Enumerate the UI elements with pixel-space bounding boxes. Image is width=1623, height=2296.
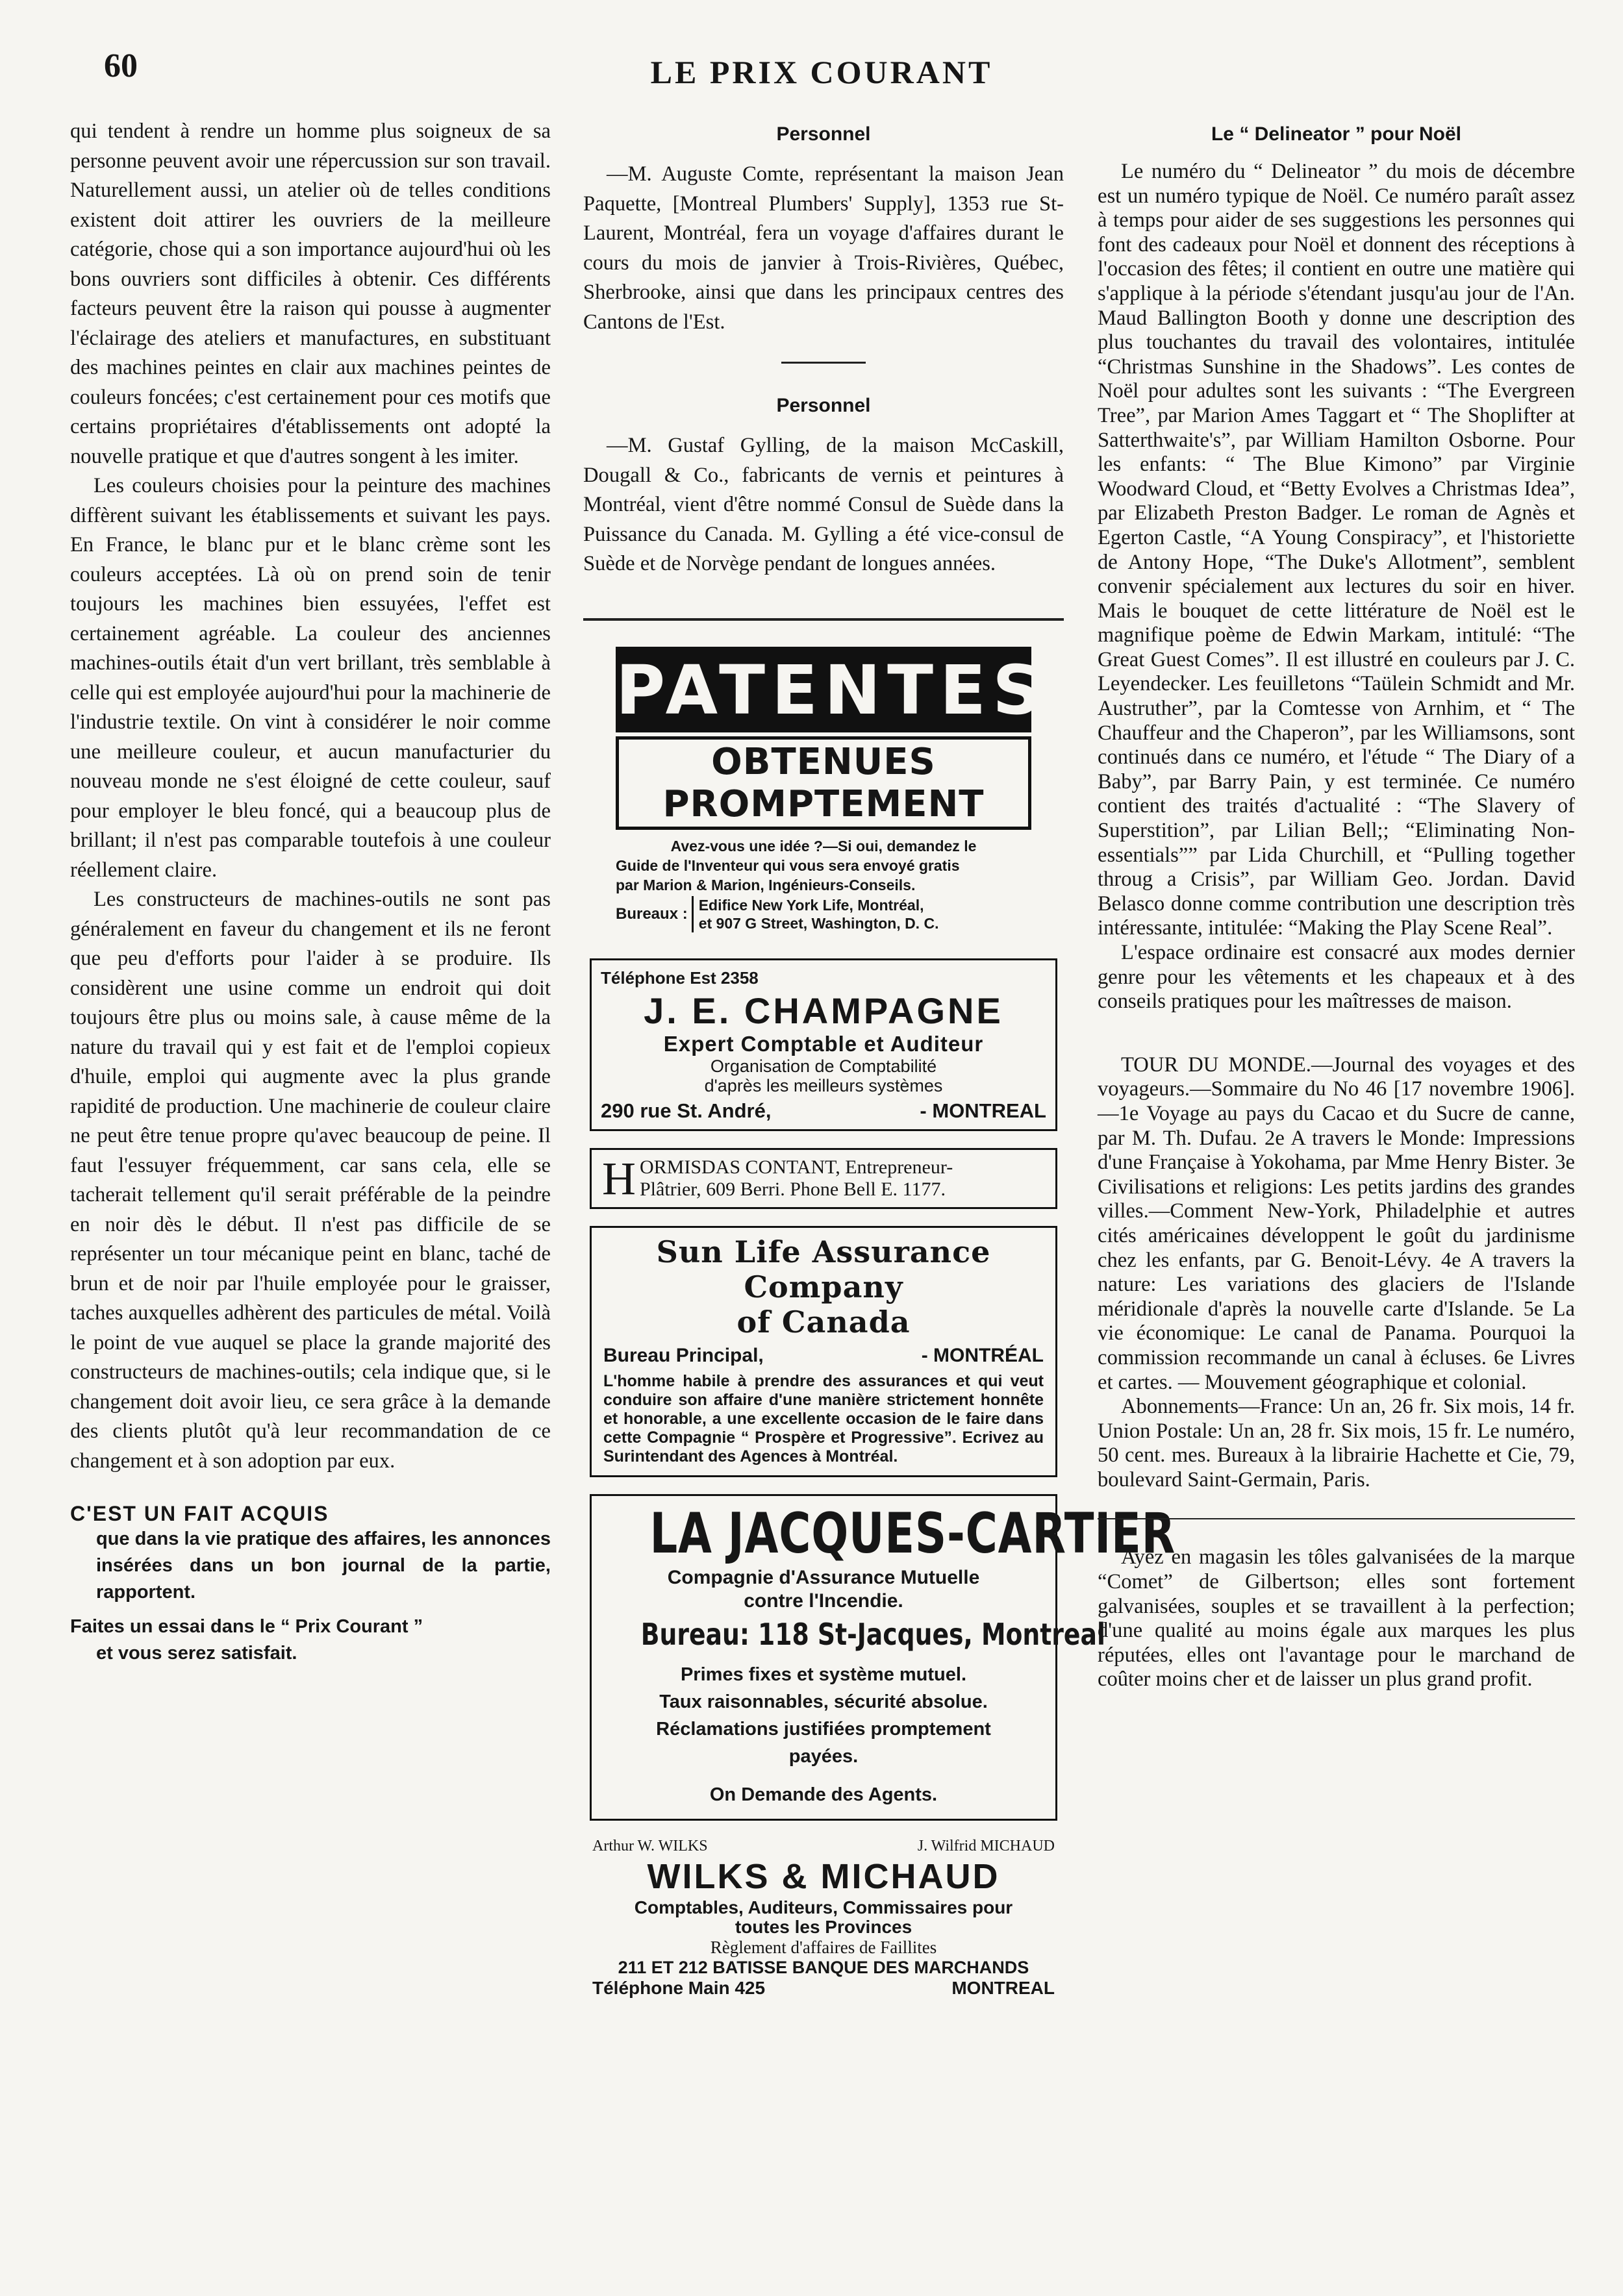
section-title-personnel: Personnel — [776, 123, 871, 145]
jacques-line: Taux raisonnables, sécurité absolue. — [659, 1691, 988, 1712]
hormisdas-initial: H — [602, 1152, 636, 1204]
wilks-partner: Arthur W. WILKS — [592, 1837, 708, 1854]
champagne-org: d'après les meilleurs systèmes — [704, 1075, 943, 1095]
column-right — [1098, 117, 1575, 1692]
ad-jacques-cartier — [590, 1494, 1176, 1821]
champagne-city: - MONTREAL — [920, 1099, 1046, 1122]
ad-hormisdas — [590, 1148, 1057, 1209]
bureaux-address: et 907 G Street, Washington, D. C. — [698, 914, 939, 932]
section-title-personnel: Personnel — [776, 395, 871, 416]
sunlife-name: of Canada — [736, 1304, 911, 1340]
jacques-bureau: Bureau: 118 St-Jacques, Montreal — [640, 1616, 1105, 1652]
ad-wilks-michaud — [583, 1838, 1064, 1999]
patentes-bureaux — [616, 896, 1031, 932]
patentes-subtitle: OBTENUES PROMPTEMENT — [616, 736, 1031, 830]
rule — [583, 618, 1064, 621]
patentes-line: Guide de l'Inventeur qui vous sera envoyé gratis — [616, 856, 960, 874]
journal-title: LE PRIX COURANT — [650, 54, 993, 90]
notice-try-line2: et vous serez satisfait. — [96, 1643, 297, 1664]
wilks-telephone: Téléphone Main 425 — [592, 1977, 766, 1998]
delineator-text: Le numéro du “ Delineator ” du mois de décembre est un numéro typique de Noël. Ce numéro paraît assez à temps pour aider de ses suggestions les personnes qui font des cadeaux pour Noël et donnent des réceptions à l'occasion des fêtes; il contient en outre une matière qui s'applique à la période s'étendant jusqu'au jour de l'An. Maud Ballington Booth y donne une description des plus touchantes du travail des volontaires, intitulée “Christmas Sunshine in the Shadows”. Les contes de Noël pour adultes sont les suivants : “The Evergreen Tree”, par Marion Ames Taggart et “ The Shoplifter at Satterthwaite's”, par William Hamilton Osborne. Pour les enfants: “ The Blue Kimono” par Virginie Woodward Cloud, et “Betty Evolves a Christmas Idea”, par Elizabeth Preston Badger. Le roman de Agnès et Egerton Castle, “A Young Conspiracy”, et l'historiette de Antony Hope, “The Duke's Allotment”, semblent convenir spécialement aux lectures du soir en hiver. Mais le bouquet de cette littérature de Noël est le magnifique poème de Edwin Markam, intitulé: “The Great Guest Comes”. Il est illustré en couleurs par J. C. Leyendecker. Les feuilletons “Taülein Schmidt and Mr. Austruther”, par la Comtesse von Arnhim, et “ The Chauffeur and the Chaperon”, par les Williamsons, sont continués dans ce numéro, et l'étude “ The Diary of a Baby”, par Barry Pain, y est terminée. Ce numéro contient des traités d'actualité : “The Slavery of Superstition”, par Lilian Bell;; “Eliminating Non-essentials”” par Lida Churchill, et “Pulling together throug a Crisis”, par William Geo. Jordan. David Belasco donne comme contribution une description très intéressante, intitulée: “Making the Play Scene Real”. — [1098, 160, 1575, 940]
sunlife-text: L'homme habile à prendre des assurances et qui veut conduire son affaire d'une manière strictement honnête et honorable, a une excellente occasion de le faire dans cette Compagnie “ Prospère et Progressive”. Ecrivez au Surintendant des Agences à Montréal. — [603, 1371, 1044, 1466]
wilks-tel-row — [583, 1978, 1064, 1999]
notice-try — [70, 1614, 551, 1667]
sunlife-bureau: Bureau Principal, — [603, 1344, 764, 1366]
sunlife-city: - MONTRÉAL — [921, 1344, 1044, 1366]
bureaux-address: Edifice New York Life, Montréal, — [698, 896, 924, 914]
column-middle — [583, 117, 1176, 1999]
wilks-address: 211 ET 212 BATISSE BANQUE DES MARCHANDS — [618, 1957, 1029, 1977]
spacer — [1098, 1014, 1575, 1053]
jacques-demand: On Demande des Agents. — [709, 1784, 938, 1805]
tour-du-monde-text: TOUR DU MONDE.—Journal des voyages et des voyageurs.—Sommaire du No 46 [17 novembre 1906].—1e Voyage au pays du Cacao et du Sucre de canne, par M. Th. Dufau. 2e A travers le Monde: Impressions d'une Française à Yokohama, par Mme Henry Bister. 3e Civilisations et religions: Les petits jardins des grandes villes.—Comment New-York, Philadelphie et autres cités américaines développent le goût du jardinisme chez les enfants, par G. Benoit-Lévy. 4e A travers la nature: Les variations des glaciers de l'Islande méridionale d'après la nouvelle carte d'Islande. 5e La vie économique: Le canal de Panama. Pourquoi la commission recommande un canal à écluses. 6e Livres et cartes. — Mouvement géographique et colonial. — [1098, 1053, 1575, 1394]
champagne-address-row — [601, 1099, 1046, 1123]
champagne-telephone: Téléphone Est 2358 — [601, 967, 759, 988]
abonnements-text: Abonnements—France: Un an, 26 fr. Six mois, 14 fr. Union Postale: Un an, 28 fr. Six mois, 15 fr. Le numéro, 50 cent. mes. Bureaux à la librairie Hachette et Cie, 79, boulevard Saint-Germain, Paris. — [1098, 1395, 1575, 1491]
wilks-name: WILKS & MICHAUD — [647, 1856, 1000, 1896]
champagne-org: Organisation de Comptabilité — [710, 1056, 937, 1076]
patentes-text — [616, 836, 1031, 932]
jacques-line: Réclamations justifiées promptement — [656, 1718, 991, 1740]
wilks-partner: J. Wilfrid MICHAUD — [917, 1837, 1055, 1854]
jacques-sub: Compagnie d'Assurance Mutuelle — [667, 1566, 980, 1588]
jacques-line: payées. — [788, 1745, 859, 1767]
personnel-text: —M. Gustaf Gylling, de la maison McCaskill, Dougall & Co., fabricants de vernis et peintures à Montréal, vient d'être nommé Consul de Suède dans la Puissance du Canada. M. Gylling a été vice-consul de Suède et de Norvège pendant de longues années. — [583, 434, 1064, 575]
page-number: 60 — [104, 47, 138, 84]
patentes-line: par Marion & Marion, Ingénieurs-Conseils. — [616, 876, 916, 893]
notice-heading: C'EST UN FAIT ACQUIS — [70, 1502, 329, 1525]
section-title-delineator: Le “ Delineator ” pour Noël — [1211, 123, 1462, 145]
wilks-reg: Règlement d'affaires de Faillites — [710, 1937, 937, 1957]
rule — [1098, 1518, 1575, 1519]
wilks-role: Comptables, Auditeurs, Commissaires pour — [634, 1897, 1013, 1917]
wilks-role: toutes les Provinces — [735, 1916, 912, 1937]
bureaux-label: Bureaux : — [616, 905, 688, 923]
notice-body: que dans la vie pratique des affaires, les annonces insérées dans un bon journal de la partie, rapportent. — [96, 1529, 551, 1603]
ad-patentes — [616, 647, 1048, 932]
sunlife-bureau-row — [603, 1345, 1044, 1367]
column-left — [70, 117, 551, 1667]
article-paragraph: Les couleurs choisies pour la peinture des machines diffèrent suivant les établissements et suivant les pays. En France, le blanc pur et le blanc crème sont les couleurs acceptées. Là où on prend soin de tenir toujours les machines bien essuyées, l'effet est certainement agréable. La couleur des anciennes machines-outils était d'un vert brillant, très semblable à celle qui est employée aujourd'hui pour la machinerie de l'industrie textile. On vint à considérer le noir comme une meilleure couleur, et aucun manufacturier du nouveau monde ne s'est éloigné de cette couleur, sauf pour employer le bleu foncé, qui a beaucoup plus de brillant; il n'est pas comparable toutefois à une couleur réellement claire. — [70, 474, 551, 882]
delineator-text2: L'espace ordinaire est consacré aux modes dernier genre pour les vêtements et les chapeaux et à des conseils pratiques pour les maîtresses de maison. — [1098, 941, 1575, 1014]
jacques-line: Primes fixes et système mutuel. — [680, 1664, 967, 1685]
personnel-text: —M. Auguste Comte, représentant la maison Jean Paquette, [Montreal Plumbers' Supply], 1353 rue St-Laurent, Montréal, fera un voyage d'affaires durant le cours du mois de janvier à Trois-Rivières, Québec, Sherbrooke, ainsi que dans les principaux centres des Cantons de l'Est. — [583, 162, 1064, 334]
champagne-role: Expert Comptable et Auditeur — [663, 1031, 984, 1056]
page-header — [97, 47, 1546, 99]
ad-sunlife — [590, 1226, 1057, 1477]
divider — [781, 362, 866, 364]
jacques-sub: contre l'Incendie. — [744, 1590, 903, 1612]
comet-text: Ayez en magasin les tôles galvanisées de la marque “Comet” de Gilbertson; elles sont fortement galvanisées, souples et se travaillent à la perfection; d'une qualité au moins égale aux marques les plus réputées, elles ont l'avantage pour le marchand de coûter moins cher et de laisser un plus grand profit. — [1098, 1545, 1575, 1691]
patentes-title: PATENTES — [616, 647, 1031, 732]
advertising-notice — [70, 1502, 551, 1667]
hormisdas-text — [640, 1156, 953, 1201]
hormisdas-line: ORMISDAS CONTANT, Entrepreneur- — [640, 1156, 953, 1178]
wilks-city: MONTREAL — [951, 1977, 1055, 1998]
ad-champagne — [590, 958, 1057, 1131]
article-paragraph: Les constructeurs de machines-outils ne sont pas généralement en faveur du changement et ils ne feront que peu d'efforts pour l'aider à se produire. Ils considèrent une usine comme un endroit qui doit toujours être plus ou moins sale, à cause même de la nature du travail qui y est fait et de l'emploi copieux d'huile, emploi qui augmente avec la plus grande rapidité de production. Une machinerie de couleur claire ne peut être tenue propre qu'avec beaucoup de peine. Il faut l'essuyer fréquemment, car sans cela, elle se tacherait tellement qu'il serait préférable de la peindre en noir dès le début. Il n'est pas difficile de se représenter un tour mécanique peint en blanc, taché de brun et de noir par l'huile employée pour le graisser, taches auxquelles adhèrent des particules de métal. Voilà le point de vue auquel se place la grande majorité des constructeurs de machines-outils; cela indique que, si le changement doit avoir lieu, ce sera grâce à la demande des clients plutôt qu'à leur recommandation de ce changement et à son adoption par eux. — [70, 888, 551, 1473]
champagne-address: 290 rue St. André, — [601, 1099, 772, 1122]
sunlife-name: Sun Life Assurance Company — [656, 1234, 991, 1304]
champagne-name: J. E. CHAMPAGNE — [644, 990, 1003, 1031]
jacques-name: LA JACQUES-CARTIER — [649, 1501, 1176, 1566]
hormisdas-line: Plâtrier, 609 Berri. Phone Bell E. 1177. — [640, 1178, 946, 1200]
article-paragraph: qui tendent à rendre un homme plus soigneux de sa personne peuvent avoir une répercussion sur son travail. Naturellement aussi, un atelier où de telles conditions existent doit attirer les ouvriers de la meilleure catégorie, chose qui a son importance aujourd'hui où les bons ouvriers sont difficiles à obtenir. Ces différents facteurs peuvent être la raison qui pousse à augmenter l'éclairage des ateliers et manufactures, en substituant des machines peintes en clair aux machines peintes de couleurs foncées; c'est certainement pour ces motifs que certains propriétaires d'établissements ont adopté la nouvelle pratique et que d'autres songent à les imiter. — [70, 119, 551, 468]
notice-try-line1: Faites un essai dans le “ Prix Courant ” — [70, 1616, 423, 1637]
patentes-line: Avez-vous une idée ?—Si oui, demandez le — [670, 837, 977, 855]
bureaux-addresses — [692, 896, 939, 932]
wilks-partners — [583, 1838, 1064, 1855]
